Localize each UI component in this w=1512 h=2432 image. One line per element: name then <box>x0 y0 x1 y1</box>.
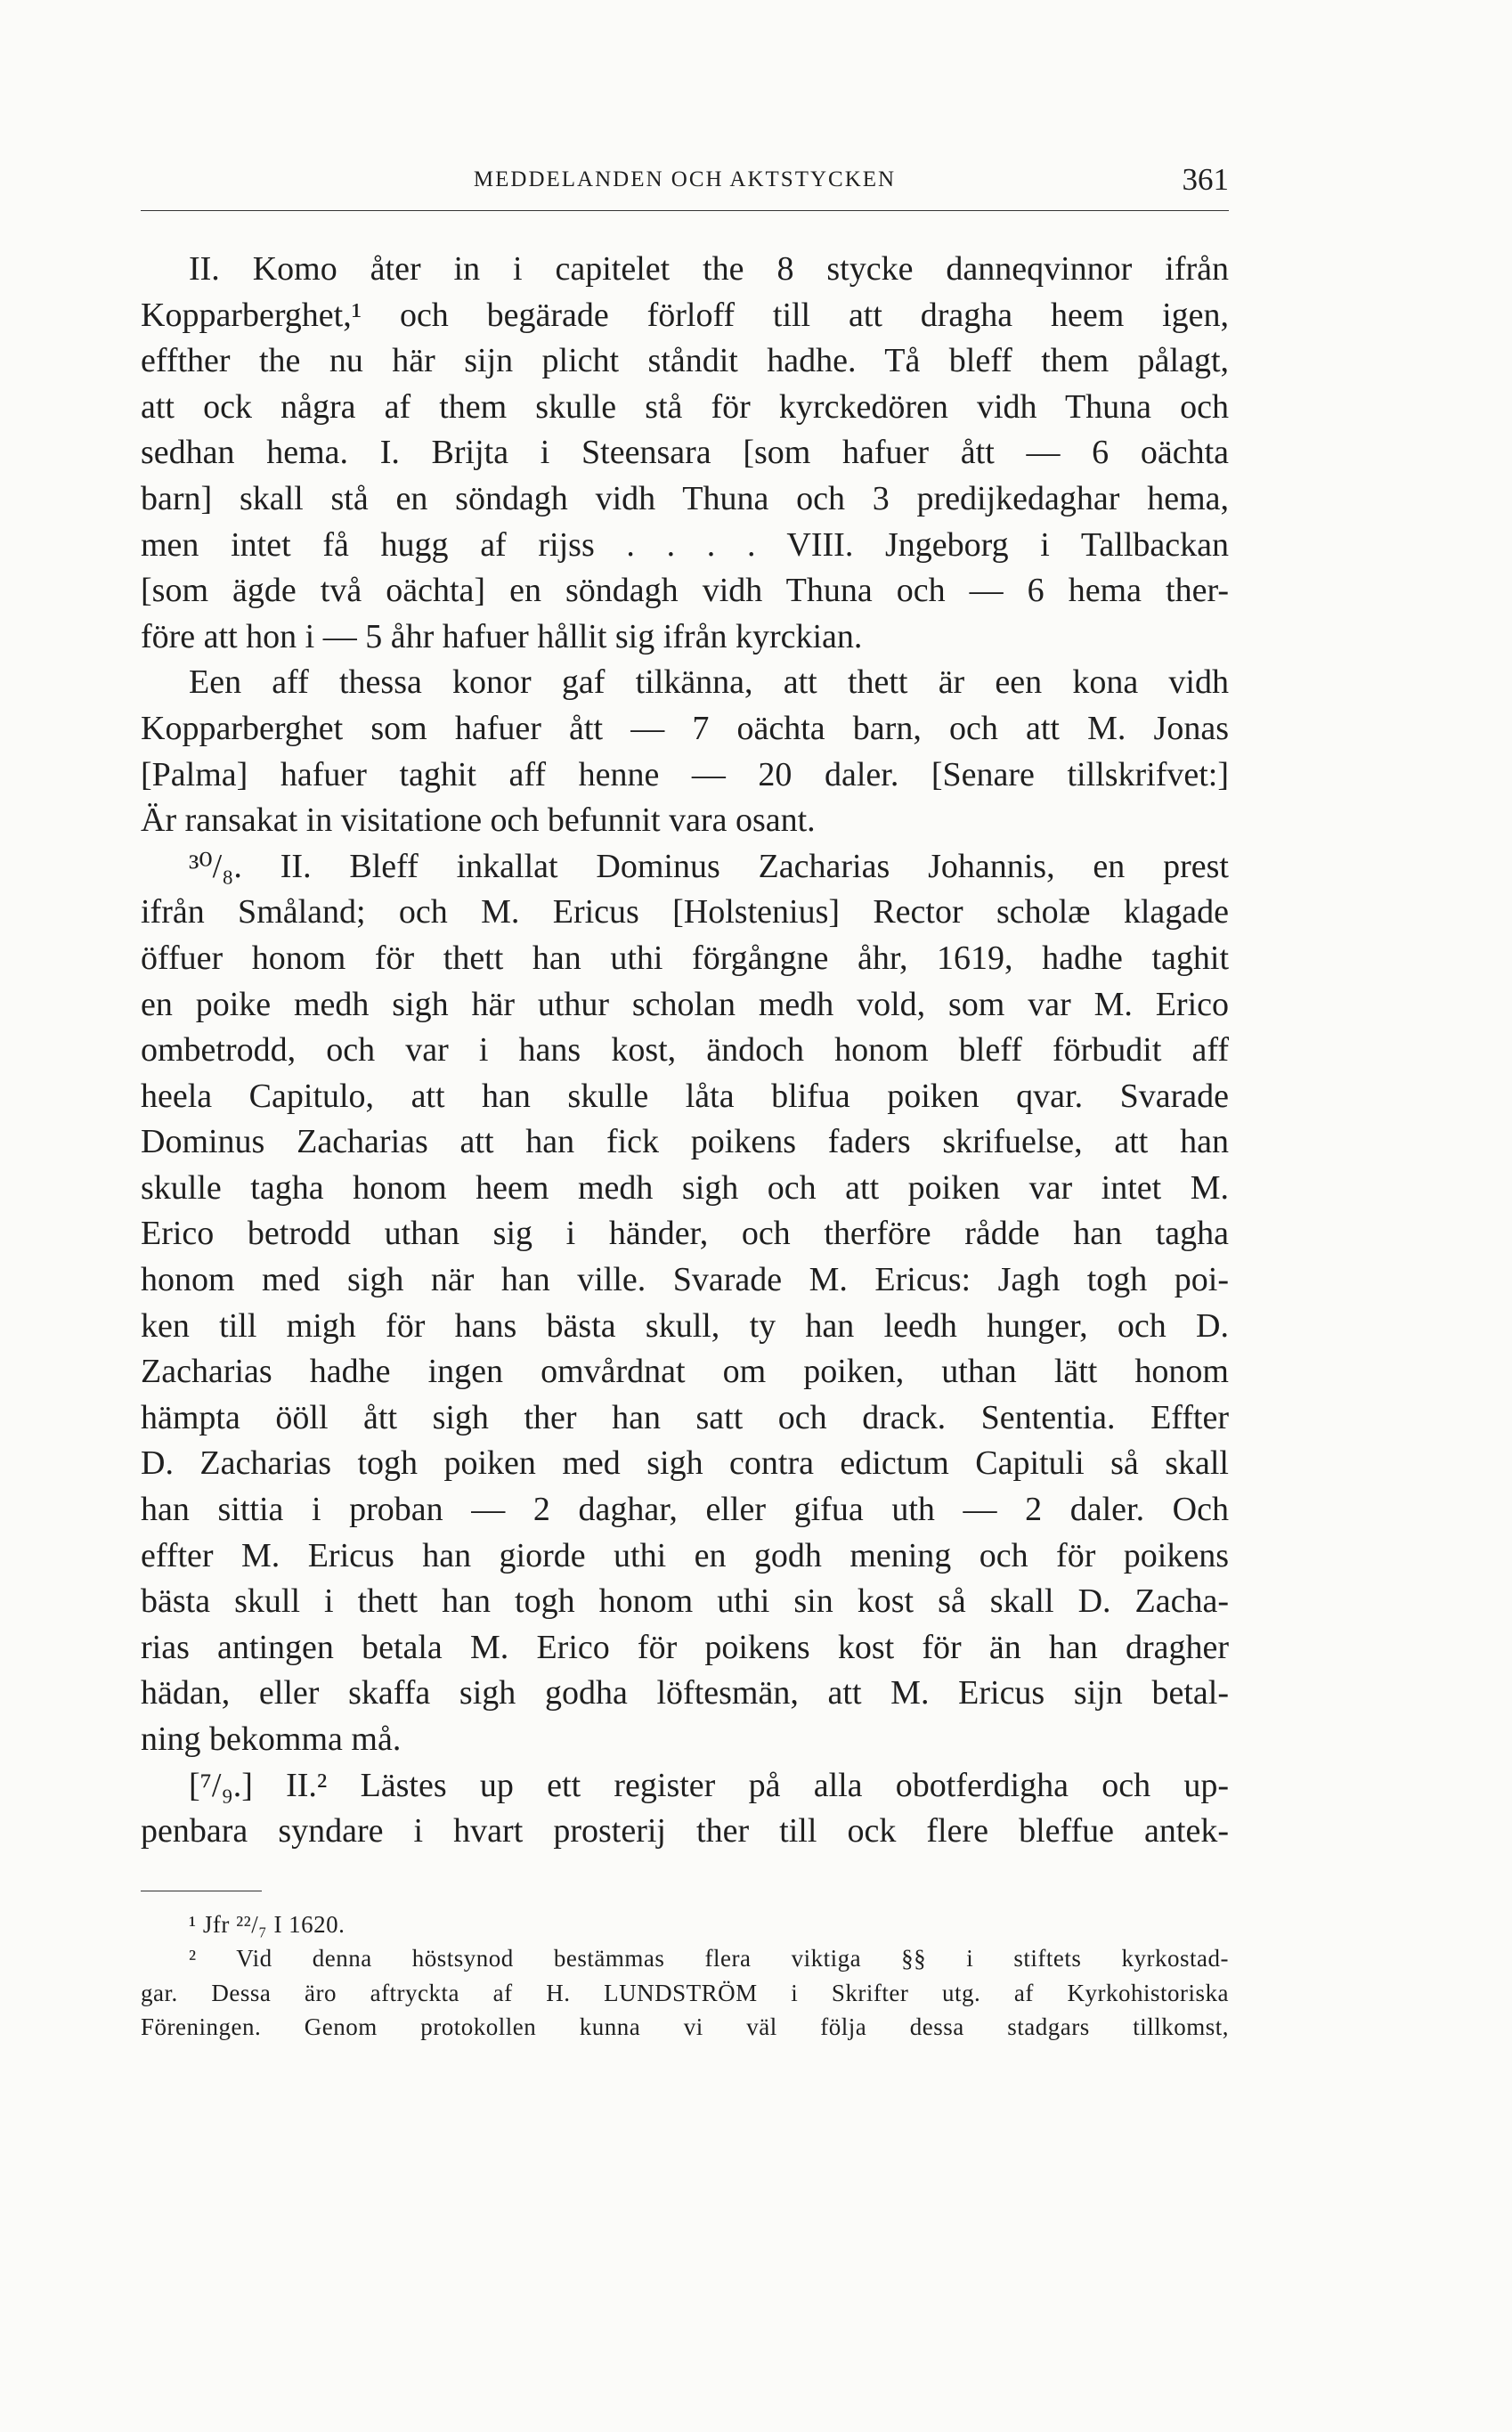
running-head-title: MEDDELANDEN OCH AKTSTYCKEN <box>473 167 897 191</box>
text-line: effter M. Ericus han giorde uthi en godh mening och för poikens <box>141 1536 1229 1574</box>
text-line: heela Capitulo, att han skulle låta blifua poiken qvar. Svarade <box>141 1077 1229 1115</box>
text-line: ifrån Småland; och M. Ericus [Holstenius] Rector scholæ klagade <box>141 893 1229 931</box>
text-line: Dominus Zacharias att han fick poikens faders skrifuelse, att han <box>141 1123 1229 1161</box>
text-line: Är ransakat in visitatione och befunnit vara osant. <box>141 801 816 840</box>
text-line: Erico betrodd uthan sig i händer, och therföre rådde han tagha <box>141 1215 1229 1253</box>
text-line: hämpta ööll ått sigh ther han satt och drack. Sententia. Effter <box>141 1398 1229 1436</box>
running-head <box>141 160 1229 199</box>
text-line: skulle tagha honom heem medh sigh och att poiken var intet M. <box>141 1168 1229 1207</box>
text-line: bästa skull i thett han togh honom uthi sin kost så skall D. Zacha- <box>141 1582 1229 1621</box>
text-line: sedhan hema. I. Brijta i Steensara [som hafuer ått — 6 oächta <box>141 434 1229 472</box>
header-rule <box>141 210 1229 211</box>
text-line: barn] skall stå en söndagh vidh Thuna och 3 predijkedaghar hema, <box>141 479 1229 517</box>
text-line: rias antingen betala M. Erico för poikens kost för än han dragher <box>141 1628 1229 1666</box>
text-line: före att hon i — 5 åhr hafuer hållit sig ifrån kyrckian. <box>141 617 863 655</box>
text-line: ken till migh för hans bästa skull, ty han leedh hunger, och D. <box>141 1306 1229 1345</box>
text-line: en poike medh sigh här uthur scholan medh vold, som var M. Erico <box>141 985 1229 1023</box>
text-line: Zacharias hadhe ingen omvårdnat om poiken, uthan lätt honom <box>141 1353 1229 1391</box>
page <box>141 160 1229 2045</box>
text-line: II. Komo åter in i capitelet the 8 stycke danneqvinnor ifrån <box>189 250 1229 288</box>
footnote-line: gar. Dessa äro aftryckta af H. LUNDSTRÖM i Skrifter utg. af Kyrkohistoriska <box>141 1979 1229 2006</box>
text-line: penbara syndare i hvart prosterij ther till ock flere bleffue antek- <box>141 1812 1229 1850</box>
text-line: ombetrodd, och var i hans kost, ändoch honom bleff förbudit aff <box>141 1031 1229 1070</box>
body-text <box>141 247 1229 1855</box>
text-line: hädan, eller skaffa sigh godha löftesmän, att M. Ericus sijn betal- <box>141 1674 1229 1712</box>
text-line: ning bekomma må. <box>141 1720 402 1758</box>
footnote-line: Föreningen. Genom protokollen kunna vi väl följa dessa stadgars tillkomst, <box>141 2013 1229 2041</box>
text-line: Kopparberghet som hafuer ått — 7 oächta barn, och att M. Jonas <box>141 709 1229 747</box>
text-line: D. Zacharias togh poiken med sigh contra edictum Capituli så skall <box>141 1444 1229 1483</box>
text-line: men intet få hugg af rijss . . . . VIII. Jngeborg i Tallbackan <box>141 525 1229 564</box>
text-line: han sittia i proban — 2 daghar, eller gifua uth — 2 daler. Och <box>141 1491 1229 1529</box>
text-line: effther the nu här sijn plicht ståndit hadhe. Tå bleff them pålagt, <box>141 342 1229 380</box>
text-line: [som ägde två oächta] en söndagh vidh Thuna och — 6 hema ther- <box>141 572 1229 610</box>
page-number: 361 <box>1182 162 1229 197</box>
text-line: [⁷/₉.] II.² Lästes up ett register på alla obotferdigha och up- <box>189 1766 1229 1804</box>
text-line: [Palma] hafuer taghit aff henne — 20 daler. [Senare tillskrifvet:] <box>141 755 1229 793</box>
text-line: ³⁰/₈. II. Bleff inkallat Dominus Zacharias Johannis, en prest <box>189 847 1229 885</box>
text-line: Kopparberghet,¹ och begärade förloff till att dragha heem igen, <box>141 296 1229 334</box>
text-line: Een aff thessa konor gaf tilkänna, att thett är een kona vidh <box>189 663 1229 702</box>
text-line: honom med sigh när han ville. Svarade M. Ericus: Jagh togh poi- <box>141 1261 1229 1299</box>
text-line: att ock några af them skulle stå för kyrckedören vidh Thuna och <box>141 387 1229 426</box>
footnote-line: ² Vid denna höstsynod bestämmas flera viktiga §§ i stiftets kyrkostad- <box>189 1945 1229 1972</box>
footnote-line: ¹ Jfr ²²/₇ I 1620. <box>189 1910 345 1938</box>
footnotes <box>141 1907 1229 2045</box>
text-line: öffuer honom för thett han uthi förgångne åhr, 1619, hadhe taghit <box>141 939 1229 977</box>
